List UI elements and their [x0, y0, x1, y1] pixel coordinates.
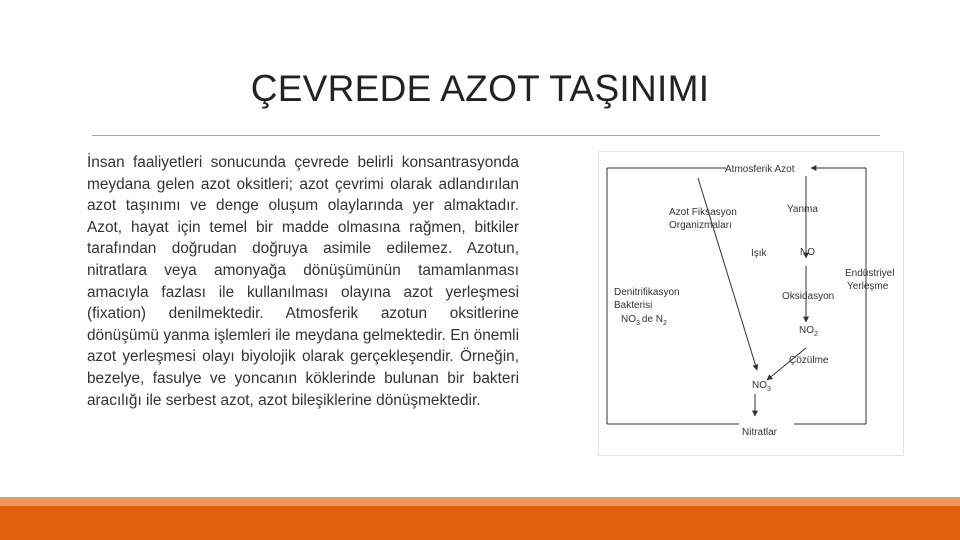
label-denitrification-1: Denitrifikasyon: [614, 287, 680, 298]
slide-title: ÇEVREDE AZOT TAŞINIMI: [250, 68, 710, 109]
label-no3: $NO_3$: [752, 380, 771, 393]
label-industrial-1: Endüstriyel: [845, 268, 895, 279]
nitrogen-cycle-svg: [599, 152, 903, 455]
label-nitrates: Nitratlar: [742, 427, 778, 438]
label-denitrification-2: Bakterisi: [614, 300, 653, 311]
label-industrial-2: Yerleşme: [847, 281, 889, 292]
label-atmospheric-nitrogen: Atmosferik Azot: [725, 164, 795, 175]
label-fixation-1: Azot Fiksasyon: [669, 207, 737, 218]
label-no: NO: [800, 247, 815, 258]
footer-accent-bar: [0, 506, 960, 540]
label-no2: $NO_2$: [799, 325, 818, 338]
label-oxidation: Oksidasyon: [782, 291, 835, 302]
title-divider: [92, 135, 880, 136]
label-fixation-2: Organizmaları: [669, 220, 732, 231]
nitrogen-cycle-diagram: [598, 151, 904, 456]
label-combustion: Yanma: [787, 204, 818, 215]
label-light: Işık: [751, 248, 767, 259]
label-no3-n2: $NO_3$ de $N_2$: [621, 314, 667, 327]
label-dissolving: Çözülme: [789, 355, 829, 366]
body-paragraph: İnsan faaliyetleri sonucunda çevrede belirli konsantrasyonda meydana gelen azot oksitleri; azot çevrimi olarak adlandırılan azot taşınımı ve denge oluşum olaylarında yer almaktadır. Azot, hayat için temel bir madde olmasına rağmen, bitkiler tarafından doğrudan doğruya asimile edilemez. Azotun, nitratlara veya amonyağa dönüşümünün tamamlanması amacıyla fazlası ile kullanılması olayına azot yerleşmesi (fixation) denilmektedir. Atmosferik azotun oksitlerine dönüşümü yanma işlemleri ile meydana gelmektedir. En önemli azot yerleşmesi olayı biyolojik olarak gerçekleşendir. Örneğin, bezelye, fasulye ve yoncanın köklerinde bulunan bir bakteri aracılığı ile serbest azot, azot bileşiklerine dönüşmektedir.: [87, 154, 519, 409]
footer-accent-bar-light: [0, 497, 960, 506]
